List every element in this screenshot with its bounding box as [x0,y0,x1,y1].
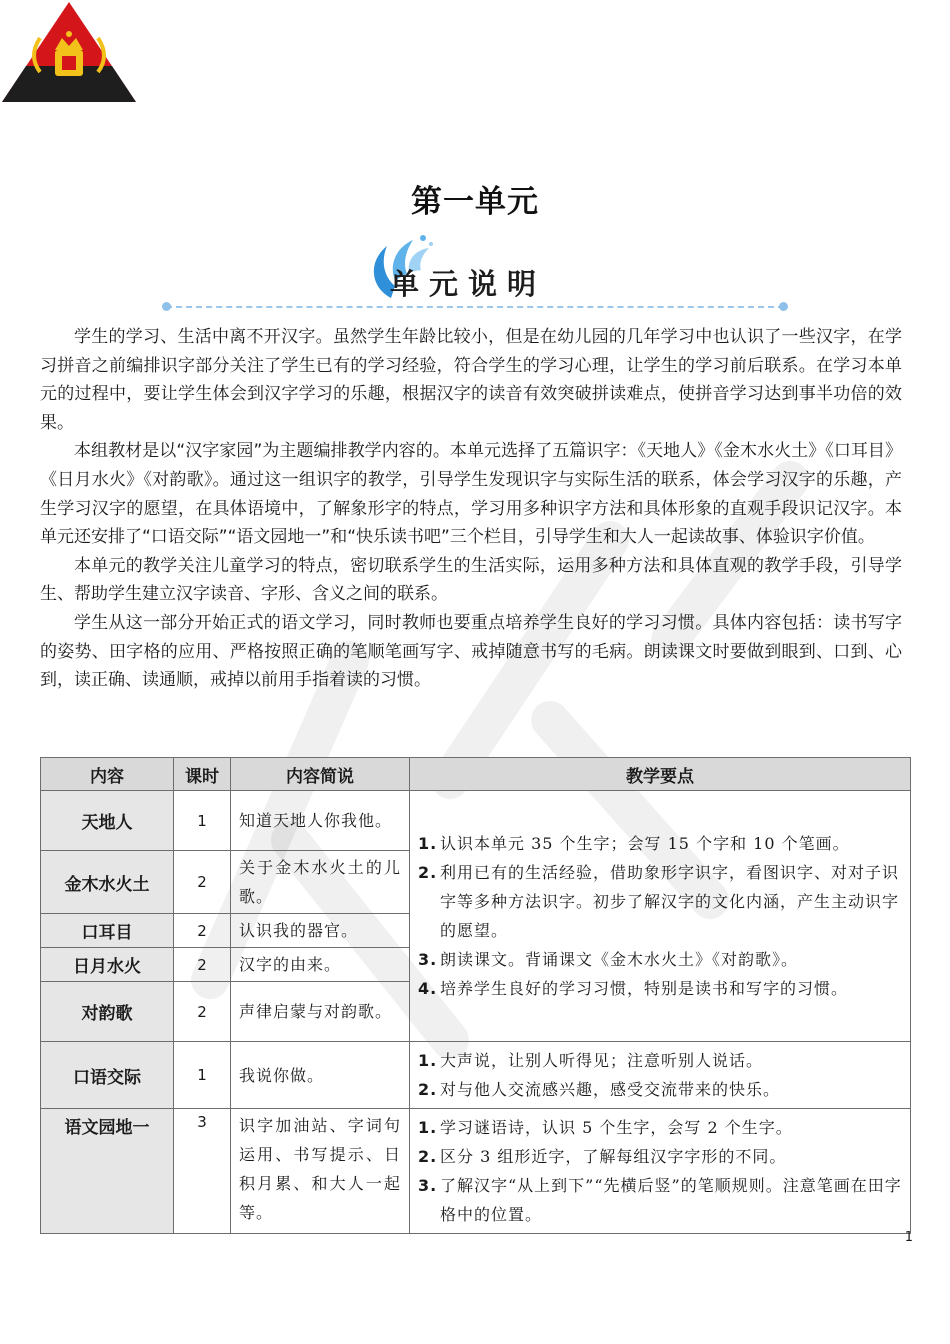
points-oral [410,1042,911,1109]
lesson-hours: 2 [174,948,231,982]
lesson-name: 对韵歌 [41,982,174,1042]
divider-dot-right [779,302,788,311]
lesson-hours: 1 [174,791,231,851]
page-title: 第一单元 [411,184,539,220]
lesson-brief: 汉字的由来。 [231,948,410,982]
header-brief: 内容简说 [231,758,410,791]
section-divider [166,306,784,308]
list-item: 1. 学习谜语诗，认识 5 个生字，会写 2 个生字。 [418,1118,793,1137]
lesson-brief: 声律启蒙与对韵歌。 [231,982,410,1042]
lesson-brief: 关于金木水火土的儿歌。 [231,851,410,914]
intro-paragraph: 本单元的教学关注儿童学习的特点，密切联系学生的生活实际，运用多种方法和具体直观的教学手段，引导学生、帮助学生建立汉字读音、字形、含义之间的联系。 [40,555,902,605]
header-hours: 课时 [174,758,231,791]
intro-paragraph: 学生从这一部分开始正式的语文学习，同时教师也要重点培养学生良好的学习习惯。具体内容包括：读书写字的姿势、田字格的应用、严格按照正确的笔顺笔画写字、戒掉随意书写的毛病。朗读课文时要做到眼到、口到、心到，读正确、读通顺，戒掉以前用手指着读的习惯。 [40,612,902,691]
section-heading: 单元说明 [390,267,547,301]
page-number: 1 [904,1230,913,1245]
lesson-hours: 2 [174,914,231,948]
lesson-name: 口耳目 [41,914,174,948]
lesson-brief: 我说你做。 [231,1042,410,1109]
table-row [41,1042,911,1109]
lesson-brief: 知道天地人你我他。 [231,791,410,851]
intro-paragraph: 学生的学习、生活中离不开汉字。虽然学生年龄比较小，但是在幼儿园的几年学习中也认识了一些汉字，在学习拼音之前编排识字部分关注了学生已有的学习经验，符合学生的学习心理，让学生的学习前后联系。在学习本单元的过程中，要让学生体会到汉字学习的乐趣，根据汉字的读音有效突破拼读难点，使拼音学习达到事半功倍的效果。 [40,327,902,433]
divider-dot-left [162,302,171,311]
lesson-name: 口语交际 [41,1042,174,1109]
lesson-hours: 3 [174,1109,231,1234]
table-row [41,791,911,851]
header-points: 教学要点 [410,758,911,791]
list-item: 1. 大声说，让别人听得见；注意听别人说话。 [418,1051,764,1070]
lesson-name: 天地人 [41,791,174,851]
lesson-name: 语文园地一 [41,1109,174,1234]
list-item: 3. 了解汉字“从上到下”“先横后竖”的笔顺规则。注意笔画在田字格中的位置。 [418,1176,902,1224]
lesson-name: 日月水火 [41,948,174,982]
lesson-hours: 2 [174,982,231,1042]
points-garden [410,1109,911,1234]
table-row [41,1109,911,1234]
list-item: 3. 朗读课文。背诵课文《金木水火土》《对韵歌》。 [418,950,799,969]
lesson-brief: 识字加油站、字词句运用、书写提示、日积月累、和大人一起等。 [231,1109,410,1234]
lesson-name: 金木水火土 [41,851,174,914]
header-content: 内容 [41,758,174,791]
unit-intro [40,323,902,695]
section-banner [160,232,790,316]
list-item: 2. 区分 3 组形近字，了解每组汉字字形的不同。 [418,1147,787,1166]
points-main [410,791,911,1042]
list-item: 4. 培养学生良好的学习习惯，特别是读书和写字的习惯。 [418,979,849,998]
lesson-hours: 2 [174,851,231,914]
intro-paragraph: 本组教材是以“汉字家园”为主题编排教学内容的。本单元选择了五篇识字：《天地人》《金木水火土》《口耳目》《日月水火》《对韵歌》。通过这一组识字的教学，引导学生发现识字与实际生活的联系，体会学习汉字的乐趣，产生学习汉字的愿望，在具体语境中，了解象形字的特点，学习用多种识字方法和具体形象的直观手段识记汉字。本单元还安排了“口语交际”“语文园地一”和“快乐读书吧”三个栏目，引导学生和大人一起读故事、体验识字价值。 [40,441,902,548]
list-item: 1. 认识本单元 35 个生字；会写 15 个字和 10 个笔画。 [418,834,850,853]
lesson-brief: 认识我的器官。 [231,914,410,948]
lesson-hours: 1 [174,1042,231,1109]
list-item: 2. 对与他人交流感兴趣，感受交流带来的快乐。 [418,1080,781,1099]
teaching-plan-table [40,757,911,1234]
list-item: 2. 利用已有的生活经验，借助象形字识字，看图识字、对对子识字等多种方法识字。初步了解汉字的文化内涵，产生主动识字的愿望。 [418,863,900,940]
table-header-row [41,758,911,791]
logo-badge-icon [0,0,138,104]
